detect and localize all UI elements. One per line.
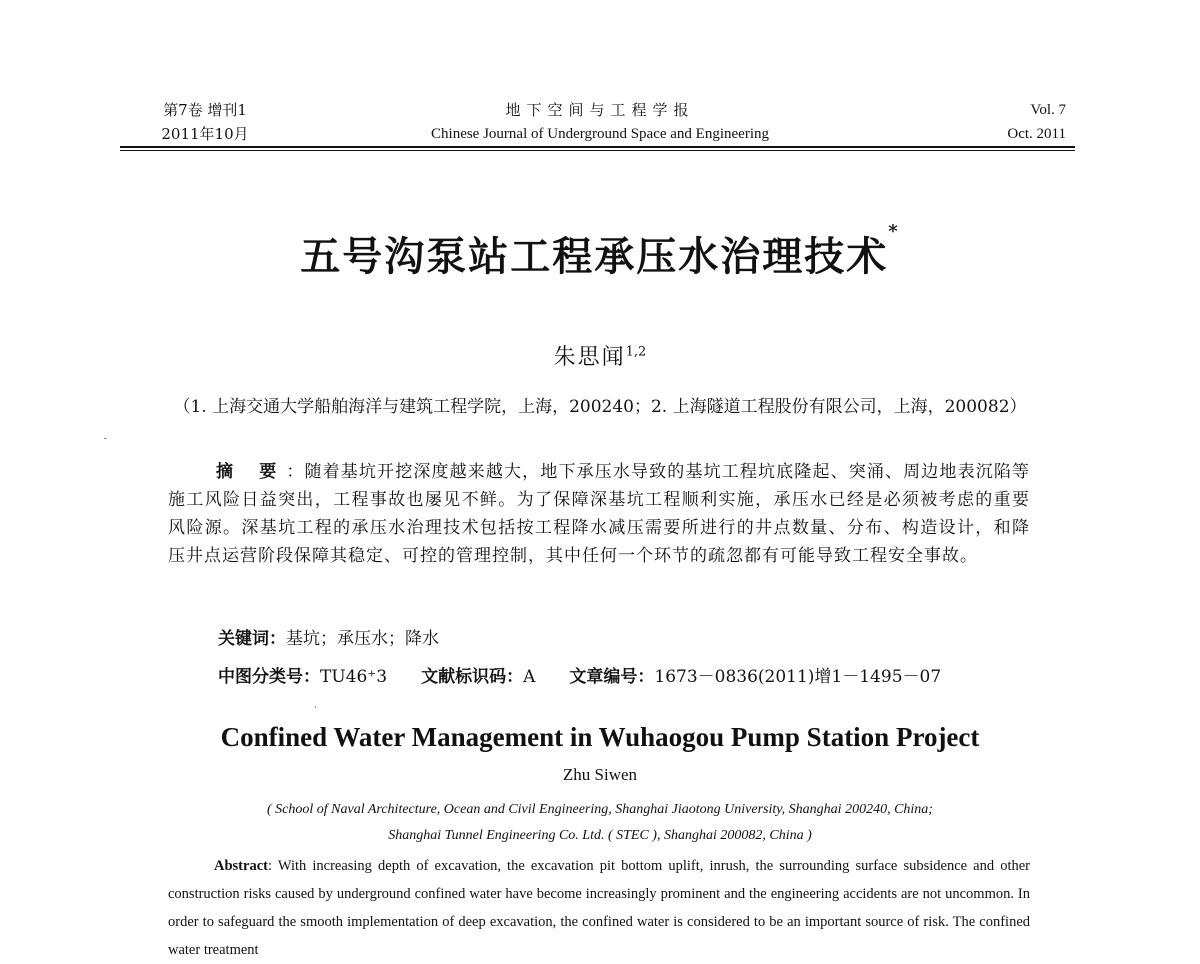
article-number-value: 1673－0836(2011)增1－1495－07 bbox=[654, 667, 942, 687]
article-number-label: 文章编号： bbox=[569, 667, 655, 687]
doc-code-label: 文献标识码： bbox=[421, 667, 524, 687]
scan-speck bbox=[315, 706, 316, 708]
header-rule-thick bbox=[120, 146, 1075, 148]
clc-value: TU46⁺3 bbox=[320, 667, 388, 687]
abstract-cn bbox=[168, 458, 1030, 570]
paper-title-text: 五号沟泵站工程承压水治理技术 bbox=[300, 233, 889, 280]
abstract-en bbox=[168, 852, 1030, 964]
scan-speck bbox=[104, 438, 107, 439]
classification-line bbox=[218, 662, 1038, 687]
affiliation-en-line1: ( School of Naval Architecture, Ocean and Civil Engineering, Shanghai Jiaotong University, Shanghai 200240, China; bbox=[267, 802, 933, 817]
header-rule-thin bbox=[120, 150, 1075, 151]
author-en: Zhu Siwen bbox=[562, 765, 638, 784]
clc-label: 中图分类号： bbox=[218, 667, 320, 687]
author-cn bbox=[0, 340, 1200, 371]
journal-name-en: Chinese Journal of Underground Space and Engineering bbox=[431, 126, 769, 142]
journal-name bbox=[320, 98, 880, 146]
affiliation-en-line2: Shanghai Tunnel Engineering Co. Ltd. ( STEC ), Shanghai 200082, China ) bbox=[388, 828, 812, 843]
abstract-cn-text: ：随着基坑开挖深度越来越大，地下承压水导致的基坑工程坑底隆起、突涌、周边地表沉陷等施工风险日益突出，工程事故也屡见不鲜。为了保障深基坑工程顺利实施，承压水已经是必须被考虑的重要风险源。深基坑工程的承压水治理技术包括按工程降水减压需要所进行的井点数量、分布、构造设计，和降压井点运营阶段保障其稳定、可控的管理控制，其中任何一个环节的疏忽都有可能导致工程安全事故。 bbox=[168, 462, 1030, 566]
journal-volume-info bbox=[930, 98, 1090, 146]
journal-name-cn: 地下空间与工程学报 bbox=[505, 101, 695, 119]
author-name-cn: 朱思闻 bbox=[553, 345, 626, 370]
issue-date-cn: 2011年10月 bbox=[161, 125, 249, 143]
author-affiliation-sup: 1,2 bbox=[625, 344, 647, 360]
abstract-en-text: : With increasing depth of excavation, the excavation pit bottom uplift, inrush, the surrounding surface subsidence and other construction risks caused by underground confined water have become increasingly prominent and the engineering accidents are not uncommon. In order to safeguard the smooth implementation of deep excavation, the confined water is considered to be an important source of risk. The confined water treatment bbox=[168, 858, 1030, 958]
keywords-cn-label: 关键词： bbox=[218, 629, 286, 649]
abstract-cn-label: 摘 要 bbox=[216, 462, 287, 482]
volume-issue: 第7卷 增刊1 bbox=[163, 101, 247, 119]
keywords-cn bbox=[218, 624, 439, 649]
issue-date-en: Oct. 2011 bbox=[1007, 126, 1066, 142]
affiliation-en bbox=[120, 797, 1080, 849]
affiliation-cn: （1. 上海交通大学船舶海洋与建筑工程学院，上海，200240；2. 上海隧道工程股份有限公司，上海，200082） bbox=[173, 397, 1027, 417]
doc-code-value: A bbox=[523, 667, 536, 687]
keywords-cn-text: 基坑；承压水；降水 bbox=[286, 629, 439, 649]
journal-issue-info bbox=[120, 98, 290, 146]
abstract-en-label: Abstract bbox=[214, 858, 268, 874]
paper-title-en: Confined Water Management in Wuhaogou Pump Station Project bbox=[220, 722, 980, 752]
title-footnote-mark: * bbox=[888, 221, 900, 242]
volume-en: Vol. 7 bbox=[1030, 102, 1066, 118]
paper-title-cn bbox=[0, 221, 1200, 282]
